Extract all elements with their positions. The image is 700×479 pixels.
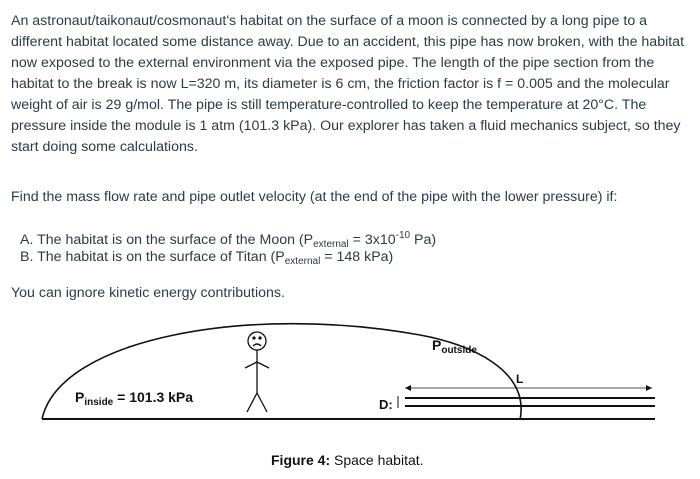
problem-note: You can ignore kinetic energy contributions.	[11, 285, 285, 301]
option-a-suffix: Pa)	[410, 232, 437, 248]
option-a-subscript: external	[313, 239, 349, 250]
length-arrowhead-right	[646, 385, 652, 391]
option-b-prefix: B. The habitat is on the surface of Titan (P	[20, 249, 285, 265]
option-a-middle: = 3x10	[348, 232, 396, 248]
option-b	[20, 247, 393, 272]
explorer-arm-left	[245, 362, 257, 368]
problem-question: Find the mass flow rate and pipe outlet velocity (at the end of the pipe with the lower pressure) if:	[11, 189, 618, 205]
option-b-suffix: = 148 kPa)	[320, 249, 394, 265]
option-b-subscript: external	[284, 256, 321, 267]
diameter-label: D:	[379, 397, 393, 412]
problem-intro: An astronaut/taikonaut/cosmonaut's habitat on the surface of a moon is connected by a long pipe to a different habitat located some distance away. Due to an accident, this pipe has now broken, with the habitat now exposed to the external environment via the exposed pipe. The length of the pipe section from the habitat to the break is now L=320 m, its diameter is 6 cm, the friction factor is f = 0.005 and the molecular weight of air is 29 g/mol. The pipe is still temperature-controlled to keep the temperature at 20°C. The pressure inside the module is 1 atm (101.3 kPa). Our explorer has taken a fluid mechanics subject, so they start doing some calculations.	[11, 13, 685, 155]
explorer-leg-left	[247, 393, 257, 412]
explorer-arm-right	[257, 362, 269, 368]
length-arrowhead-left	[405, 385, 411, 391]
explorer-figure	[245, 332, 269, 412]
option-a-prefix: A. The habitat is on the surface of the Moon (P	[20, 232, 314, 248]
space-habitat-figure	[0, 318, 700, 479]
explorer-eye-right	[259, 337, 261, 339]
explorer-head	[248, 332, 266, 350]
length-label: L	[516, 372, 524, 386]
figure-caption: Figure 4: Space habitat.	[271, 452, 424, 468]
explorer-mouth	[253, 344, 261, 346]
explorer-eye-left	[253, 337, 255, 339]
p-inside-label: $P_{inside} = 101.3$ kPa	[75, 389, 194, 408]
p-outside-label: $P_{outside}$	[432, 337, 477, 356]
option-a-exponent: -10	[395, 230, 411, 241]
explorer-leg-right	[257, 393, 267, 412]
